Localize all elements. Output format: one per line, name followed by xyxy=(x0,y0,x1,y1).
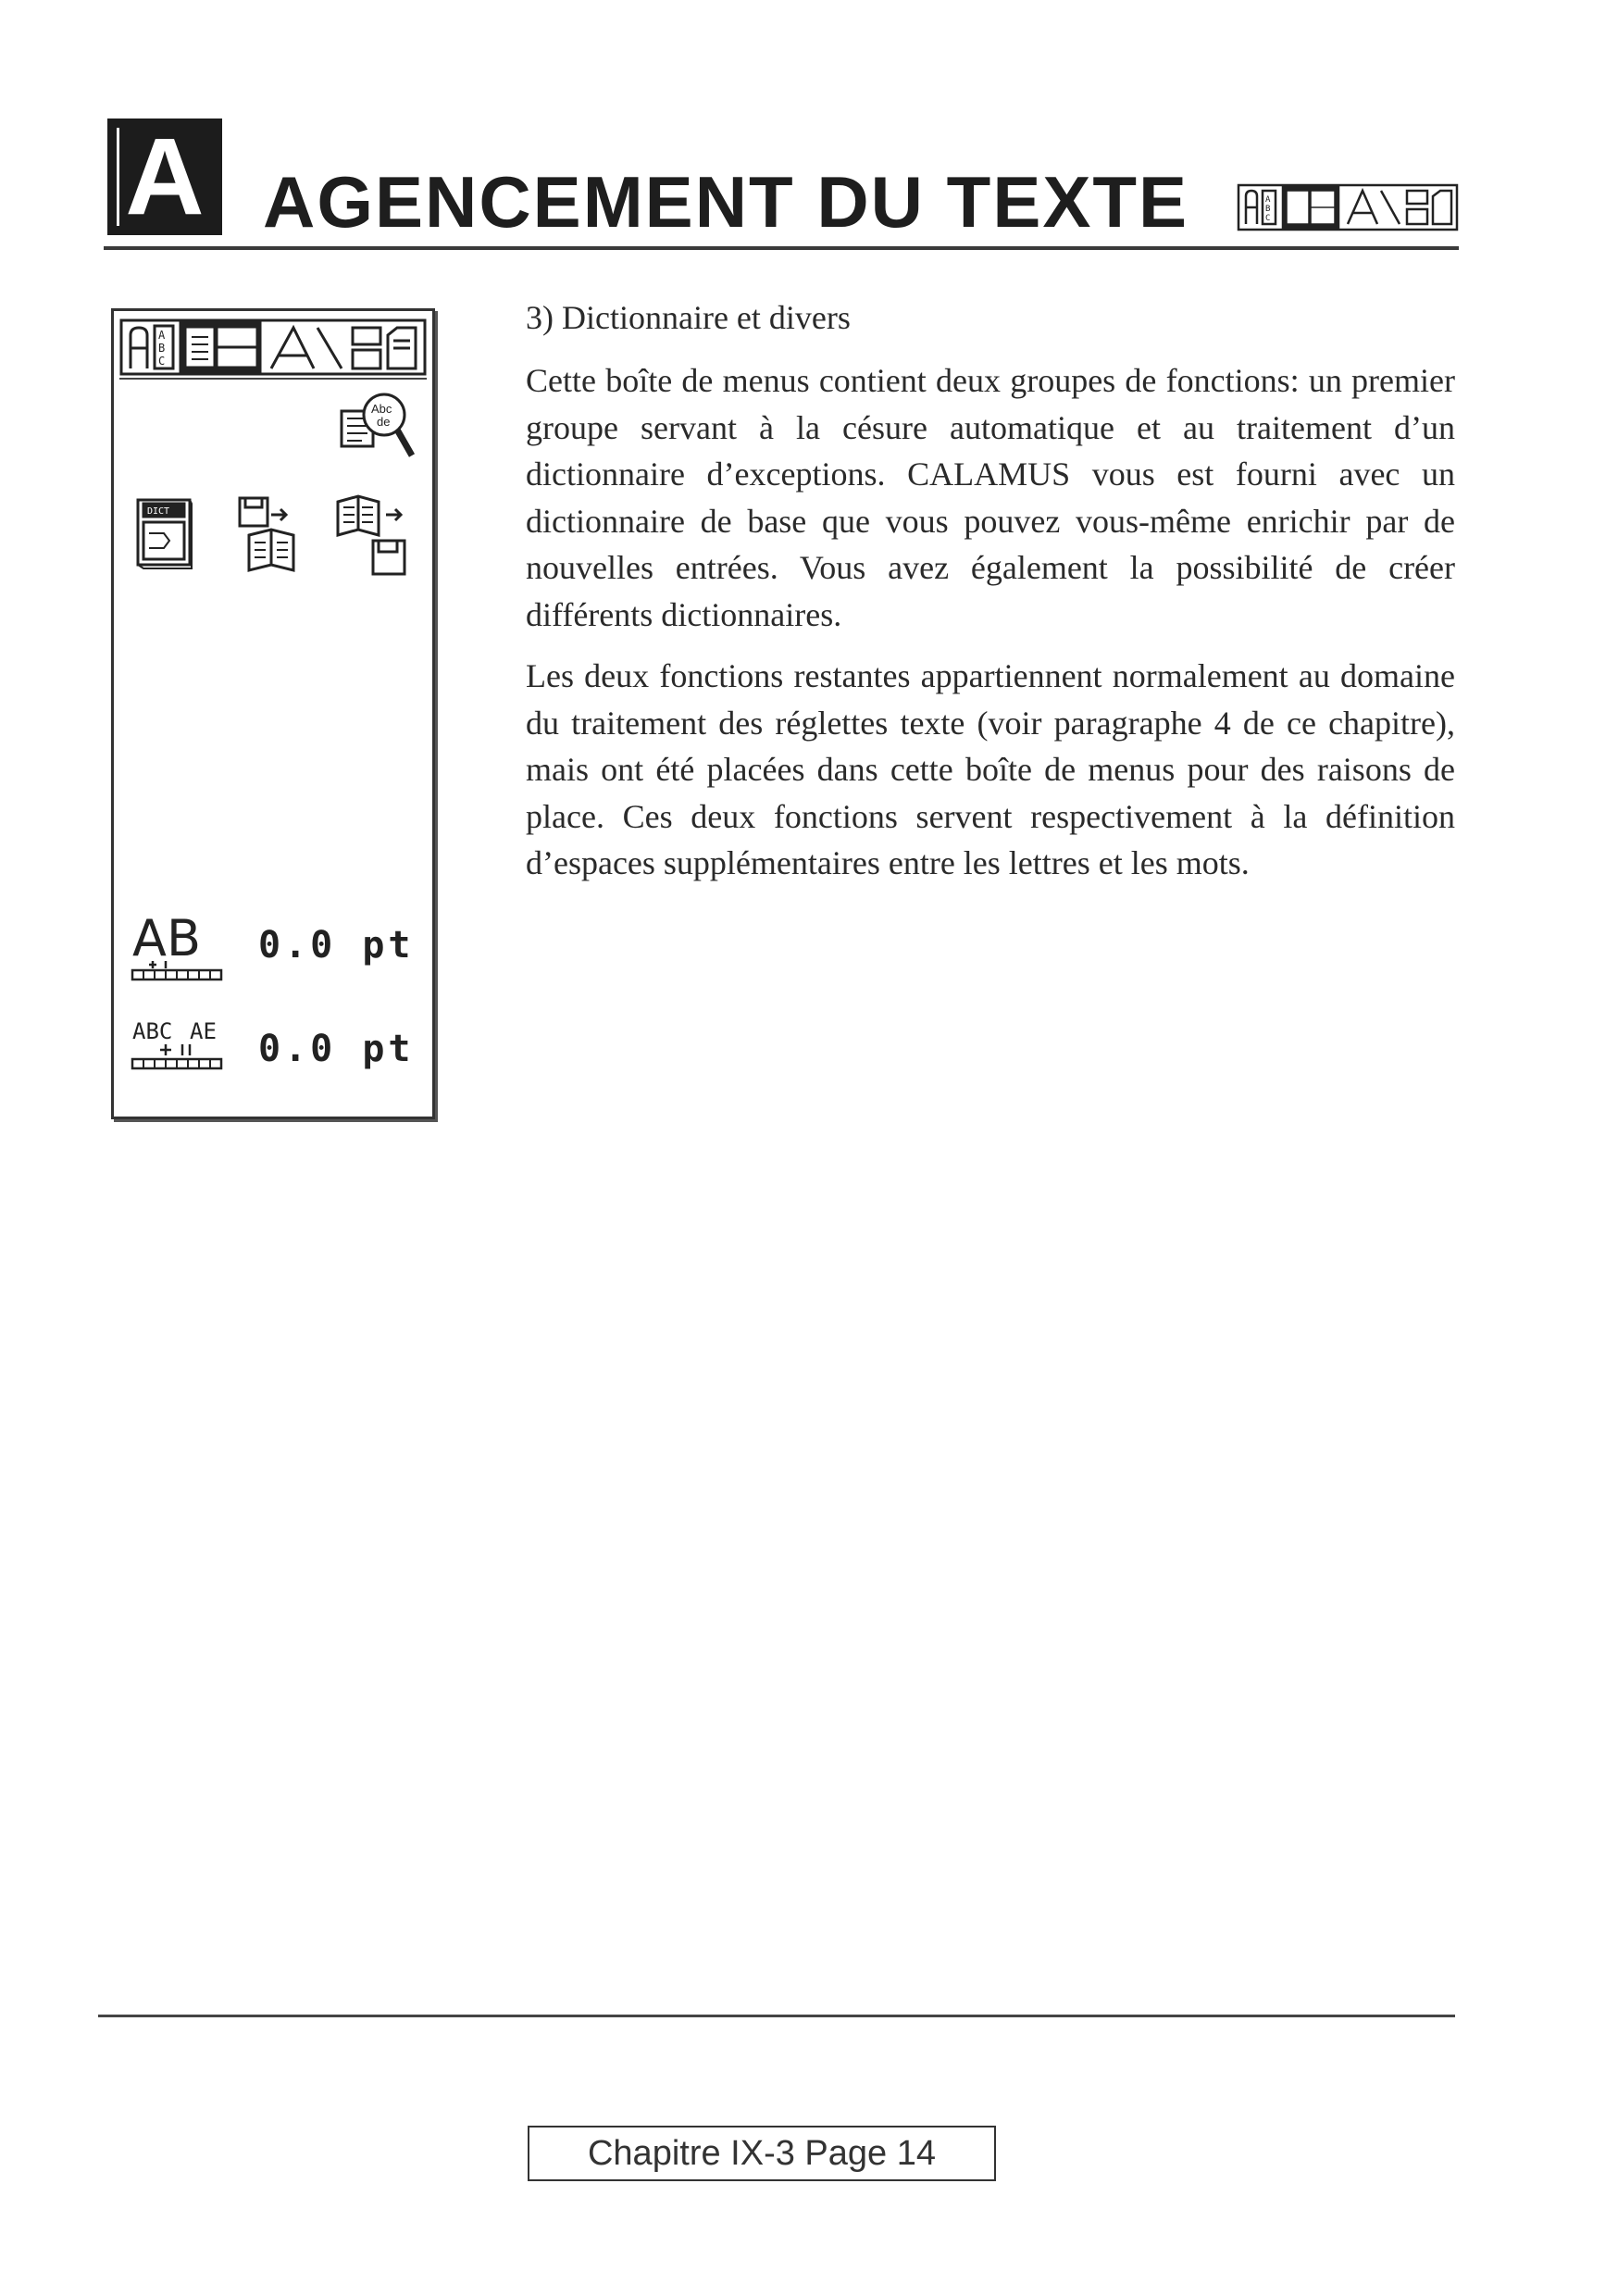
load-dictionary-icon[interactable] xyxy=(234,494,308,574)
chapter-logo xyxy=(107,116,222,238)
dictionary-tab-icon xyxy=(1283,187,1338,228)
word-spacing-value[interactable]: 0.0 pt xyxy=(258,1028,415,1070)
dictionary-book-icon[interactable] xyxy=(134,496,195,570)
abc-tab-icon[interactable] xyxy=(131,326,173,368)
abc-tab-icon xyxy=(1246,191,1276,224)
footer-divider xyxy=(98,2015,1455,2017)
svg-text:B: B xyxy=(158,342,166,355)
paragraph-1: Cette boîte de menus contient deux groupes de fonctions: un premier groupe servant à la césure automatique et au traitement d’un dictionnaire d’exceptions. CALAMUS vous est fourni avec un dictionnaire de base que vous pouvez vous-même enrichir par de nouvelles entrées. Vous avez également la possibilité de créer différents dictionnaires. xyxy=(526,362,1455,633)
svg-text:C: C xyxy=(1265,214,1271,223)
logo-letter: A xyxy=(125,116,205,238)
svg-text:de: de xyxy=(377,415,391,429)
page-footer: Chapitre IX-3 Page 14 xyxy=(528,2126,996,2181)
panel-tab-strip xyxy=(119,318,427,376)
word-spacing-icon[interactable] xyxy=(129,1015,225,1081)
svg-text:A: A xyxy=(158,329,166,342)
header-tab-strip xyxy=(1237,183,1459,231)
header-divider xyxy=(104,246,1459,250)
paragraph-2: Les deux fonctions restantes appartiennent normalement au domaine du traitement des réglettes texte (voir paragraphe 4 de ce chapitre), mais ont été placées dans cette boîte de menus pour des raisons de place. Ces deux fonctions servent respectivement à la définition d’espaces supplémentaires entre les lettres et les mots. xyxy=(526,657,1455,881)
svg-text:B: B xyxy=(1265,205,1271,214)
svg-text:A: A xyxy=(1265,195,1271,205)
font-tab-icon[interactable] xyxy=(271,328,342,368)
main-text xyxy=(526,294,1455,902)
section-heading: 3) Dictionnaire et divers xyxy=(526,299,851,336)
letter-spacing-value[interactable]: 0.0 pt xyxy=(258,924,415,967)
page-title: AGENCEMENT DU TEXTE xyxy=(263,161,1189,243)
layout-tab-icon[interactable] xyxy=(353,328,416,368)
layout-tab-icon xyxy=(1407,191,1451,224)
panel-tab-divider xyxy=(119,378,427,380)
word-spacing-icon-label-left: ABC xyxy=(132,1018,173,1044)
word-spacing-icon-label-right: AE xyxy=(190,1018,217,1044)
letter-spacing-icon[interactable] xyxy=(129,909,225,983)
save-dictionary-icon[interactable] xyxy=(334,493,412,578)
dictionary-tab-icon[interactable] xyxy=(180,322,260,372)
letter-spacing-icon-label: AB xyxy=(132,909,201,967)
font-tab-icon xyxy=(1348,191,1400,224)
svg-text:C: C xyxy=(158,355,166,368)
search-word-icon[interactable] xyxy=(338,389,417,463)
svg-text:Abc: Abc xyxy=(371,402,392,416)
svg-text:DICT: DICT xyxy=(147,506,170,517)
dictionary-tool-panel xyxy=(111,308,435,1119)
